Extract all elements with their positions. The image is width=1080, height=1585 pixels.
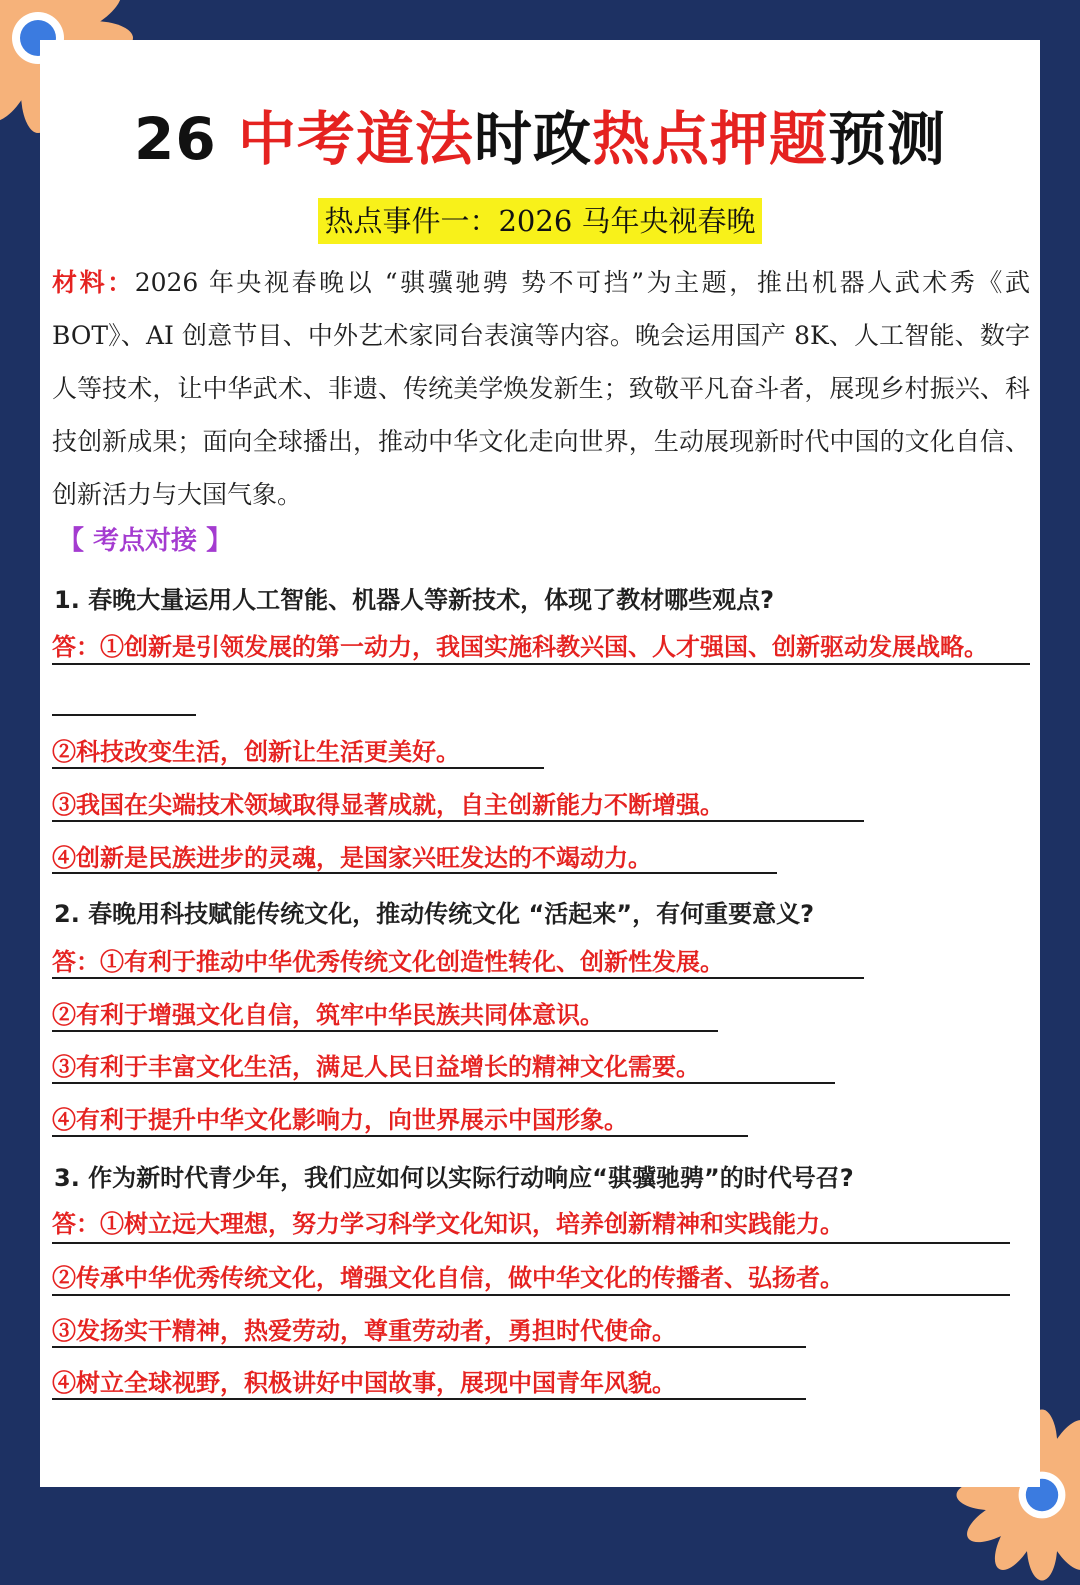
answer-2-3: ③有利于丰富文化生活，满足人民日益增长的精神文化需要。 [52, 1047, 700, 1087]
answer-underline [52, 663, 1030, 665]
answer-1-4: ④创新是民族进步的灵魂，是国家兴旺发达的不竭动力。 [52, 838, 652, 878]
answer-underline [52, 977, 864, 979]
title-black-part-2: 预测 [828, 105, 946, 173]
material-text: 2026 年央视春晚以 “骐骥驰骋 势不可挡”为主题，推出机器人武术秀《武 BOT》、AI 创意节目、中外艺术家同台表演等内容。晚会运用国产 8K、人工智能、数字人等技术，让中华武术、非遗、传统美学焕发新生；致敬平凡奋斗者，展现乡村振兴、科技创新成果；面向全球播出，推动中华文化走向世界，生动展现新时代中国的文化自信、创新活力与大国气象。 [52, 268, 1030, 509]
material-label: 材料： [52, 268, 135, 297]
answer-underline [52, 820, 864, 822]
title-number: 26 [134, 105, 238, 173]
answer-underline [52, 1398, 806, 1400]
section-heading: 【 考点对接 】 [58, 520, 232, 557]
answer-underline [52, 1082, 835, 1084]
answer-3-2: ②传承中华优秀传统文化，增强文化自信，做中华文化的传播者、弘扬者。 [52, 1258, 844, 1298]
answer-underline [52, 1346, 806, 1348]
answer-underline [52, 872, 777, 874]
event-heading: 热点事件一：2026 马年央视春晚 [318, 198, 761, 244]
answer-2-4: ④有利于提升中华文化影响力，向世界展示中国形象。 [52, 1100, 628, 1140]
title-red-part-2: 热点押题 [592, 105, 828, 173]
title-red-part-1: 中考道法 [238, 105, 474, 173]
material-paragraph [52, 256, 1030, 521]
answer-3-1: 答：①树立远大理想，努力学习科学文化知识，培养创新精神和实践能力。 [52, 1204, 844, 1244]
answer-1-2: ②科技改变生活，创新让生活更美好。 [52, 732, 460, 772]
answer-underline [52, 1294, 1010, 1296]
answer-underline [52, 767, 544, 769]
question-2: 2. 春晚用科技赋能传统文化，推动传统文化 “活起来”，有何重要意义? [54, 894, 814, 929]
answer-underline [52, 714, 196, 716]
answer-3-4: ④树立全球视野，积极讲好中国故事，展现中国青年风貌。 [52, 1363, 676, 1403]
answer-2-2: ②有利于增强文化自信，筑牢中华民族共同体意识。 [52, 995, 604, 1035]
answer-1-3: ③我国在尖端技术领域取得显著成就，自主创新能力不断增强。 [52, 785, 724, 825]
answer-2-1: 答：①有利于推动中华优秀传统文化创造性转化、创新性发展。 [52, 942, 724, 982]
title-black-part-1: 时政 [474, 105, 592, 173]
answer-underline [52, 1242, 1010, 1244]
question-3: 3. 作为新时代青少年，我们应如何以实际行动响应“骐骥驰骋”的时代号召? [54, 1158, 854, 1193]
answer-1-1: 答：①创新是引领发展的第一动力，我国实施科教兴国、人才强国、创新驱动发展战略。 [52, 621, 1032, 673]
page-title [0, 92, 1080, 176]
answer-underline [52, 1030, 718, 1032]
answer-underline [52, 1135, 748, 1137]
answer-3-3: ③发扬实干精神，热爱劳动，尊重劳动者，勇担时代使命。 [52, 1311, 676, 1351]
question-1: 1. 春晚大量运用人工智能、机器人等新技术，体现了教材哪些观点? [54, 580, 774, 615]
